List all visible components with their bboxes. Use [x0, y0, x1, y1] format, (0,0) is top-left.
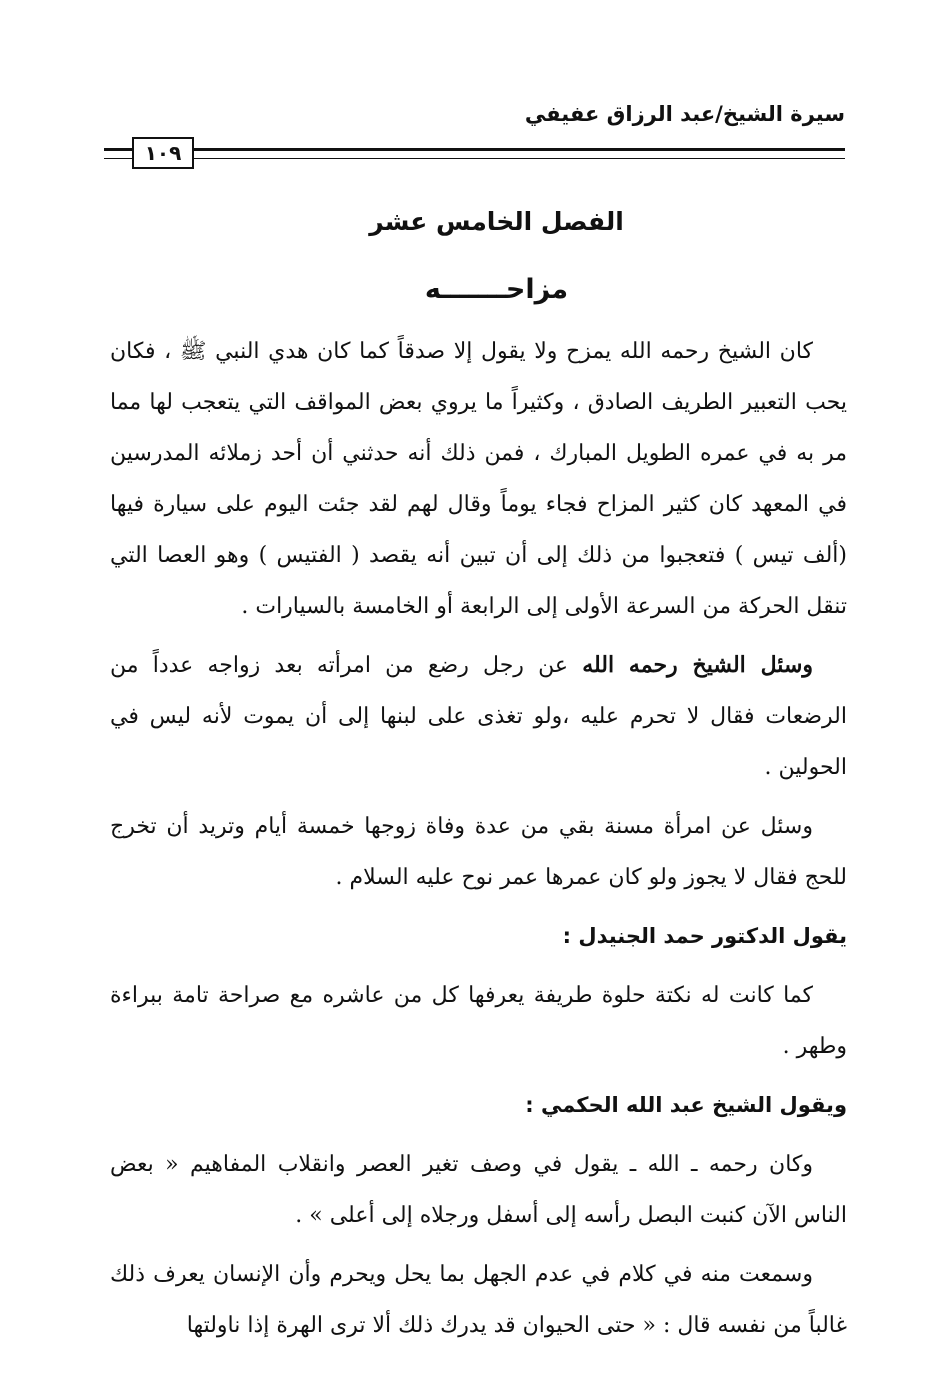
paragraph-3: وسئل عن امرأة مسنة بقي من عدة وفاة زوجها خمسة أيام وتريد أن تخرج للحج فقال لا يجوز ولو كان عمرها عمر نوح عليه السلام .	[110, 814, 847, 890]
paragraph-2	[110, 640, 847, 793]
subheading-aljunaydil: يقول الدكتور حمد الجنيدل :	[562, 924, 847, 948]
chapter-title: الفصل الخامس عشر	[369, 207, 624, 236]
section-title: مزاحـــــــه	[424, 274, 569, 305]
paragraph-4: كما كانت له نكتة حلوة طريفة يعرفها كل من عاشره مع صراحة تامة ببراءة وطهر .	[110, 983, 847, 1059]
header-rule	[104, 148, 845, 159]
page-number: ١٠٩	[132, 137, 194, 169]
paragraph-6: وسمعت منه في كلام في عدم الجهل بما يحل ويحرم وأن الإنسان يعرف ذلك غالباً من نفسه قال : « حتى الحيوان قد يدرك ذلك ألا ترى الهرة إذا ناولتها	[110, 1262, 847, 1338]
paragraph-5: وكان رحمه ـ الله ـ يقول في وصف تغير العصر وانقلاب المفاهيم « بعض الناس الآن كنبت البصل رأسه إلى أسفل ورجلاه إلى أعلى » .	[110, 1152, 847, 1228]
body-text	[110, 326, 847, 1359]
running-header-title: سيرة الشيخ/عبد الرزاق عفيفي	[524, 102, 845, 126]
paragraph-1: كان الشيخ رحمه الله يمزح ولا يقول إلا صدقاً كما كان هدي النبي ﷺ ، فكان يحب التعبير الطريف الصادق ، وكثيراً ما يروي بعض المواقف التي يتعجب لها مما مر به في عمره الطويل المبارك ، فمن ذلك أنه حدثني أن أحد زملائه المدرسين في المعهد كان كثير المزاح فجاء يوماً وقال لهم لقد جئت اليوم على سيارة فيها (ألف تيس ) فتعجبوا من ذلك إلى أن تبين أنه يقصد ( الفتيس ) وهو العصا التي تنقل الحركة من السرعة الأولى إلى الرابعة أو الخامسة بالسيارات .	[110, 339, 847, 619]
paragraph-2-lead: وسئل الشيخ رحمه الله	[582, 652, 814, 678]
subheading-alhakami: ويقول الشيخ عبد الله الحكمي :	[525, 1093, 847, 1117]
paragraph-2-rest: عن رجل رضع من امرأته بعد زواجه عدداً من الرضعات فقال لا تحرم عليه ،ولو تغذى على لبنها إلى أن يموت لأنه ليس في الحولين .	[110, 653, 847, 780]
